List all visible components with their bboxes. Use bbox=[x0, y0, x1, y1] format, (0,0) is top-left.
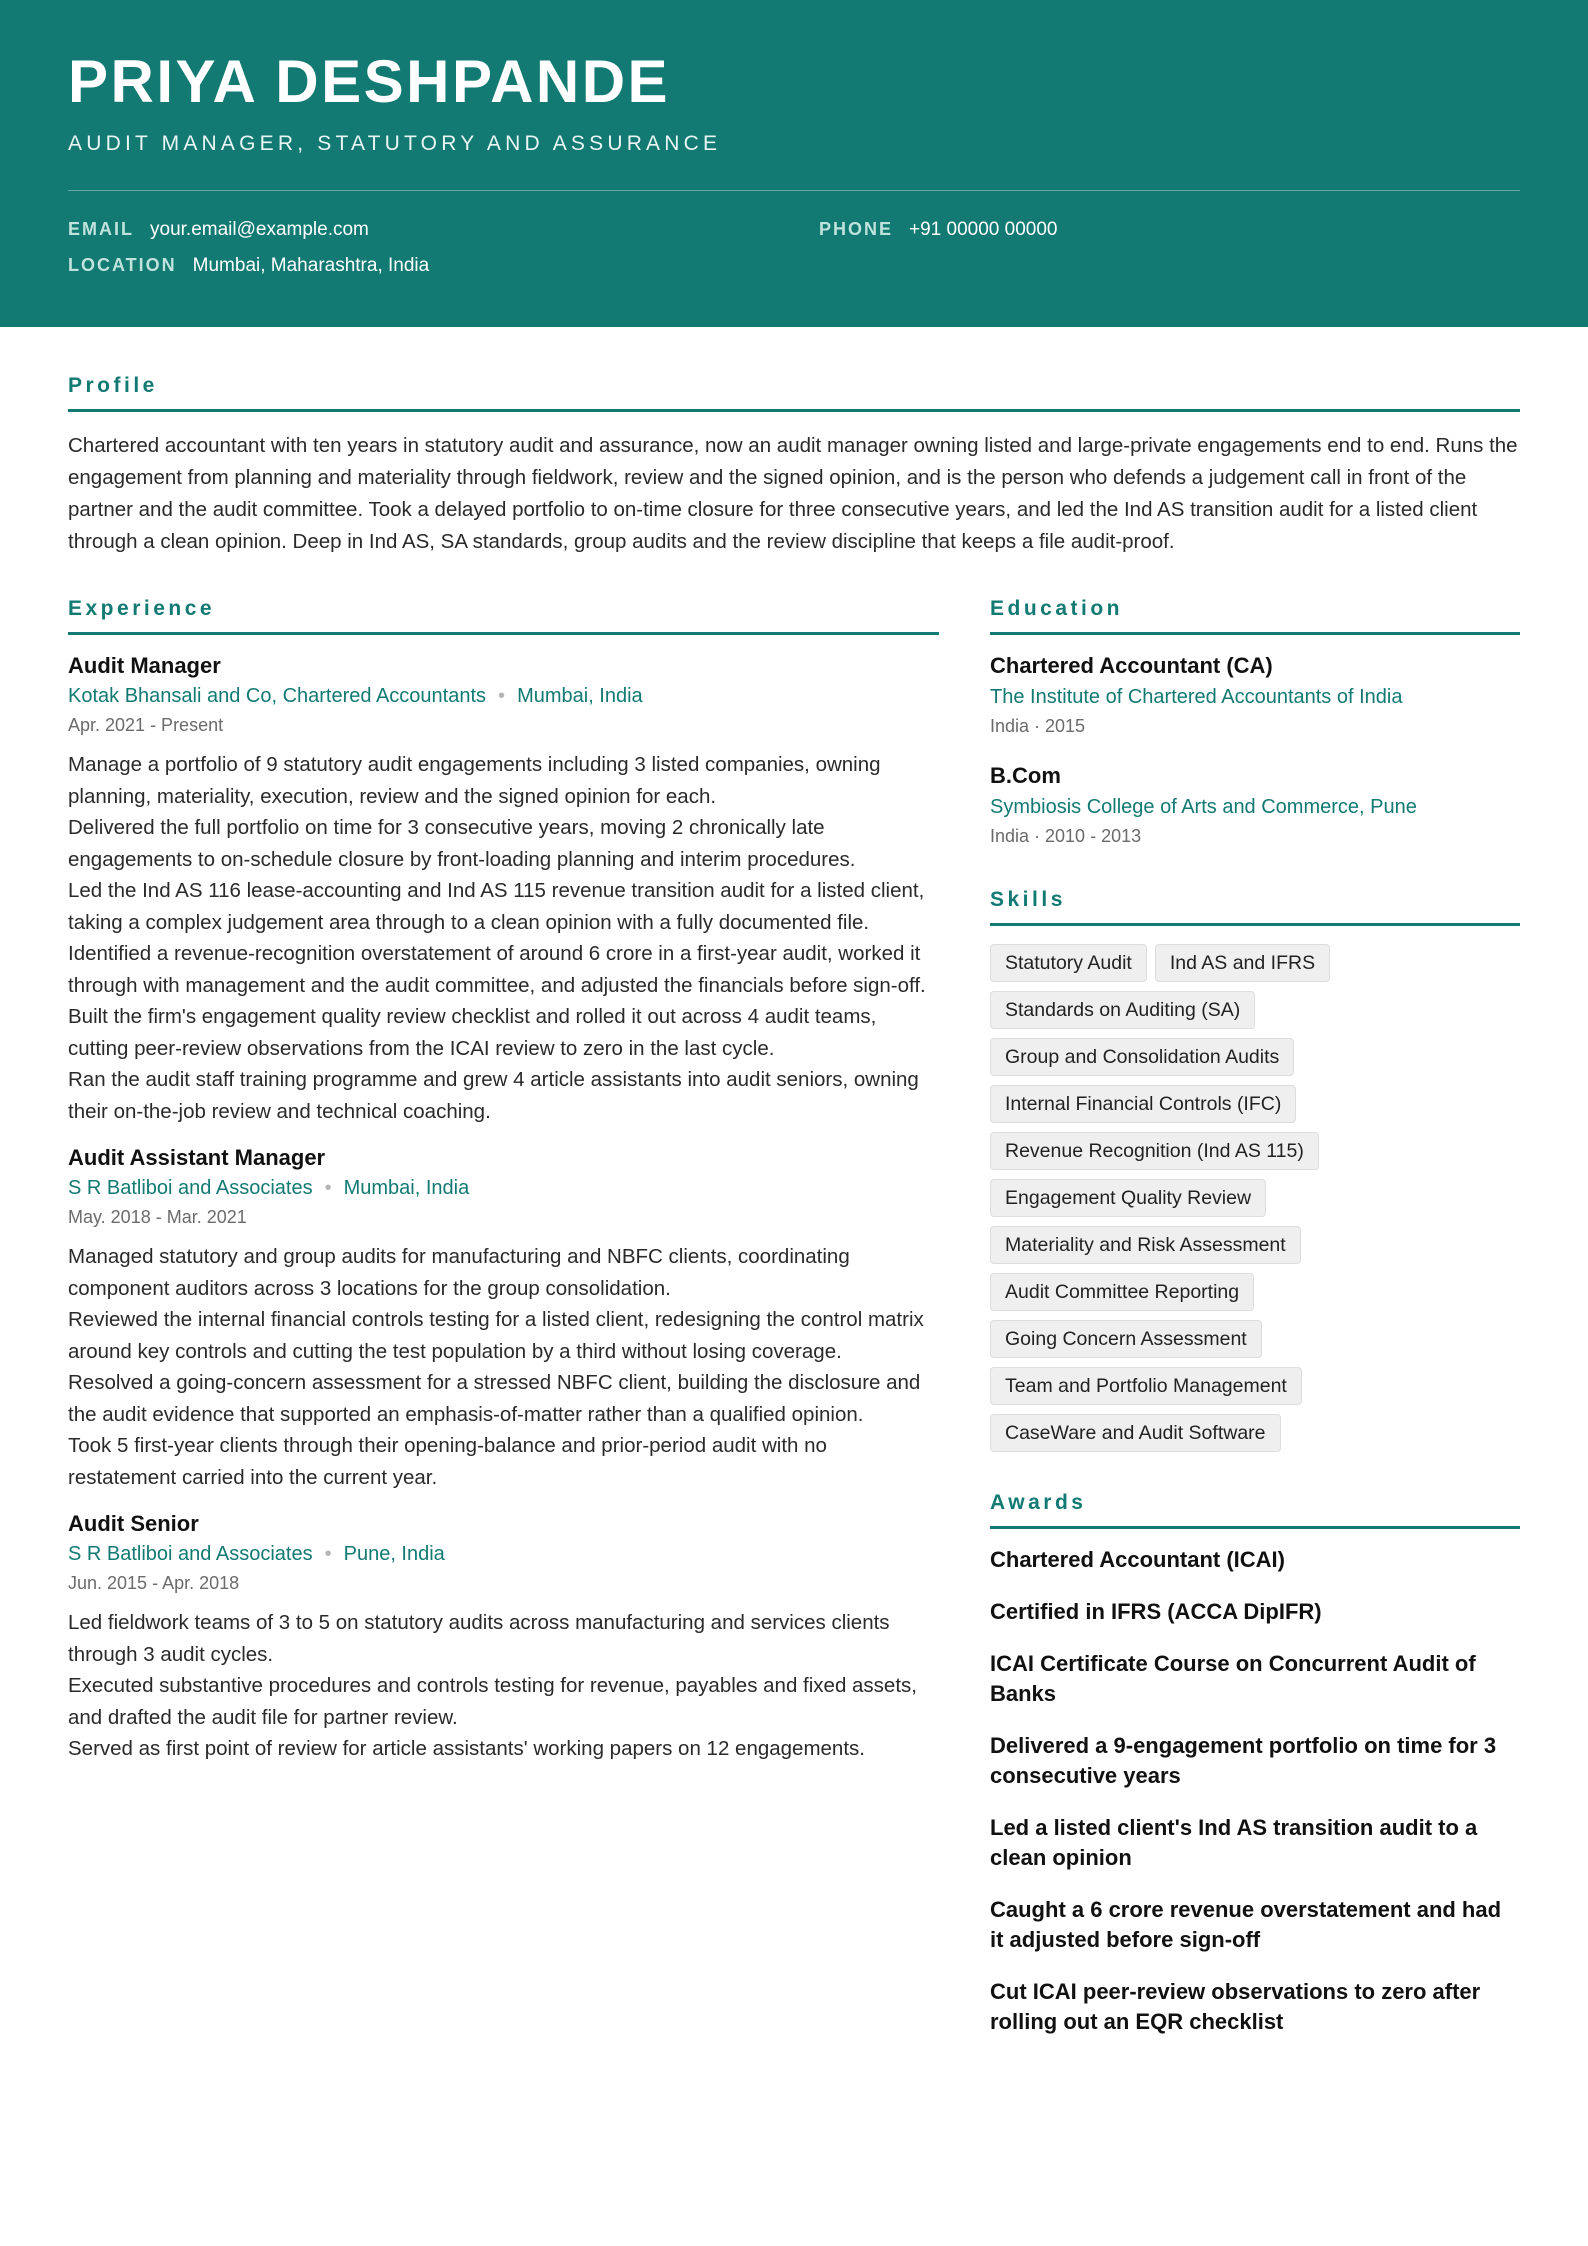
job-bullet: Executed substantive procedures and controls testing for revenue, payables and fixed assets, and drafted the audit file for partner review. bbox=[68, 1674, 917, 1729]
job-company: Kotak Bhansali and Co, Chartered Accountants bbox=[68, 685, 487, 707]
job-bullet: Manage a portfolio of 9 statutory audit engagements including 3 listed companies, owning planning, materiality, execution, review and the signed opinion for each. bbox=[68, 753, 881, 808]
header-divider bbox=[68, 190, 1520, 191]
contact-info bbox=[68, 217, 1520, 297]
job-bullets bbox=[68, 749, 939, 1127]
profile-text: Chartered accountant with ten years in statutory audit and assurance, now an audit manager owning listed and large-private engagements end to end. Runs the engagement from planning and materiality through fieldwork, review and the signed opinion, and is the person who defends a judgement call in front of the partner and the audit committee. Took a delayed portfolio to on-time closure for three consecutive years, and led the Ind AS transition audit for a listed client through a clean opinion. Deep in Ind AS, SA standards, group audits and the review discipline that keeps a file audit-proof. bbox=[68, 434, 1518, 553]
location-label: LOCATION bbox=[68, 255, 177, 275]
job-company: S R Batliboi and Associates bbox=[68, 1177, 313, 1199]
job-bullet: Led fieldwork teams of 3 to 5 on statutory audits across manufacturing and services clients through 3 audit cycles. bbox=[68, 1611, 890, 1666]
job-bullet: Led the Ind AS 116 lease-accounting and Ind AS 115 revenue transition audit for a listed client, taking a complex judgement area through to a clean opinion with a fully documented file. bbox=[68, 879, 925, 934]
education-degree: B.Com bbox=[990, 763, 1061, 788]
experience-heading: Experience bbox=[68, 596, 939, 635]
skills-list bbox=[990, 944, 1520, 1452]
award-item: ICAI Certificate Course on Concurrent Audit of Banks bbox=[990, 1651, 1476, 1706]
job-bullet: Reviewed the internal financial controls testing for a listed client, redesigning the control matrix around key controls and cutting the test population by a third without losing coverage. bbox=[68, 1308, 924, 1363]
job-location: Mumbai, India bbox=[517, 685, 643, 707]
job-dates: May. 2018 - Mar. 2021 bbox=[68, 1207, 247, 1227]
job-bullet: Resolved a going-concern assessment for a stressed NBFC client, building the disclosure and the audit evidence that supported an emphasis-of-matter rather than a qualified opinion. bbox=[68, 1371, 921, 1426]
resume-header bbox=[0, 0, 1588, 327]
job-location: Pune, India bbox=[343, 1543, 445, 1565]
phone-label: PHONE bbox=[819, 219, 894, 239]
job-entry bbox=[68, 1509, 939, 1765]
profile-section bbox=[68, 373, 1520, 558]
education-meta: India · 2015 bbox=[990, 716, 1086, 736]
email-value[interactable]: your.email@example.com bbox=[150, 219, 369, 240]
job-org bbox=[68, 681, 939, 711]
skill-tag: Going Concern Assessment bbox=[990, 1320, 1262, 1358]
awards-section bbox=[990, 1490, 1520, 2037]
contact-location bbox=[68, 253, 429, 278]
job-bullet: Delivered the full portfolio on time for 3 consecutive years, moving 2 chronically late engagements to on-schedule closure by front-loading planning and interim procedures. bbox=[68, 816, 856, 871]
job-dates: Apr. 2021 - Present bbox=[68, 715, 224, 735]
candidate-title: AUDIT MANAGER, STATUTORY AND ASSURANCE bbox=[68, 132, 722, 155]
skill-tag: Audit Committee Reporting bbox=[990, 1273, 1254, 1311]
contact-phone bbox=[819, 217, 1057, 242]
job-org bbox=[68, 1539, 939, 1569]
skills-section bbox=[990, 887, 1520, 1452]
award-item: Certified in IFRS (ACCA DipIFR) bbox=[990, 1599, 1322, 1624]
job-bullet: Identified a revenue-recognition overstatement of around 6 crore in a first-year audit, worked it through with management and the audit committee, and adjusted the financials before sign-off. bbox=[68, 942, 926, 997]
job-location: Mumbai, India bbox=[343, 1177, 470, 1199]
education-school: The Institute of Chartered Accountants of India bbox=[990, 686, 1403, 708]
education-meta: India · 2010 - 2013 bbox=[990, 826, 1142, 846]
job-bullets bbox=[68, 1241, 939, 1493]
candidate-name: PRIYA DESHPANDE bbox=[68, 48, 671, 115]
award-item: Cut ICAI peer-review observations to zero after rolling out an EQR checklist bbox=[990, 1979, 1481, 2034]
job-title: Audit Senior bbox=[68, 1511, 199, 1536]
job-title: Audit Manager bbox=[68, 653, 221, 678]
job-dates: Jun. 2015 - Apr. 2018 bbox=[68, 1573, 240, 1593]
skill-tag: Materiality and Risk Assessment bbox=[990, 1226, 1301, 1264]
education-heading: Education bbox=[990, 596, 1520, 635]
job-bullet: Served as first point of review for article assistants' working papers on 12 engagements. bbox=[68, 1737, 865, 1760]
education-entry bbox=[990, 651, 1520, 739]
education-degree: Chartered Accountant (CA) bbox=[990, 653, 1273, 678]
skill-tag: Internal Financial Controls (IFC) bbox=[990, 1085, 1296, 1123]
job-company: S R Batliboi and Associates bbox=[68, 1543, 313, 1565]
sidebar-column bbox=[990, 596, 1520, 2059]
job-entry bbox=[68, 1143, 939, 1493]
skill-tag: Revenue Recognition (Ind AS 115) bbox=[990, 1132, 1319, 1170]
education-entry bbox=[990, 761, 1520, 849]
award-item: Led a listed client's Ind AS transition audit to a clean opinion bbox=[990, 1815, 1478, 1870]
job-bullet: Built the firm's engagement quality review checklist and rolled it out across 4 audit teams, cutting peer-review observations from the ICAI review to zero in the last cycle. bbox=[68, 1005, 877, 1060]
skill-tag: Group and Consolidation Audits bbox=[990, 1038, 1294, 1076]
job-title: Audit Assistant Manager bbox=[68, 1145, 326, 1170]
separator-dot-icon: • bbox=[498, 685, 506, 707]
separator-dot-icon: • bbox=[324, 1177, 332, 1199]
contact-email bbox=[68, 217, 369, 242]
skill-tag: Statutory Audit bbox=[990, 944, 1147, 982]
job-bullet: Took 5 first-year clients through their opening-balance and prior-period audit with no restatement carried into the current year. bbox=[68, 1434, 827, 1489]
awards-list bbox=[990, 1545, 1520, 2037]
job-entry bbox=[68, 651, 939, 1127]
awards-heading: Awards bbox=[990, 1490, 1520, 1529]
resume-body bbox=[0, 373, 1588, 2059]
location-value: Mumbai, Maharashtra, India bbox=[192, 255, 430, 276]
skill-tag: Ind AS and IFRS bbox=[1155, 944, 1330, 982]
job-org bbox=[68, 1173, 939, 1203]
skill-tag: Team and Portfolio Management bbox=[990, 1367, 1302, 1405]
job-bullet: Managed statutory and group audits for manufacturing and NBFC clients, coordinating component auditors across 3 locations for the group consolidation. bbox=[68, 1245, 850, 1300]
skill-tag: Standards on Auditing (SA) bbox=[990, 991, 1255, 1029]
skills-heading: Skills bbox=[990, 887, 1520, 926]
skill-tag: Engagement Quality Review bbox=[990, 1179, 1266, 1217]
separator-dot-icon: • bbox=[324, 1543, 332, 1565]
job-bullets bbox=[68, 1607, 939, 1765]
experience-section bbox=[68, 596, 939, 2059]
award-item: Caught a 6 crore revenue overstatement and had it adjusted before sign-off bbox=[990, 1897, 1502, 1952]
phone-value[interactable]: +91 00000 00000 bbox=[909, 219, 1058, 240]
job-bullet: Ran the audit staff training programme and grew 4 article assistants into audit seniors, owning their on-the-job review and technical coaching. bbox=[68, 1068, 919, 1123]
profile-heading: Profile bbox=[68, 373, 1520, 412]
award-item: Delivered a 9-engagement portfolio on time for 3 consecutive years bbox=[990, 1733, 1497, 1788]
education-school: Symbiosis College of Arts and Commerce, Pune bbox=[990, 796, 1417, 818]
award-item: Chartered Accountant (ICAI) bbox=[990, 1547, 1285, 1572]
education-section bbox=[990, 596, 1520, 849]
skill-tag: CaseWare and Audit Software bbox=[990, 1414, 1281, 1452]
email-label: EMAIL bbox=[68, 219, 134, 239]
